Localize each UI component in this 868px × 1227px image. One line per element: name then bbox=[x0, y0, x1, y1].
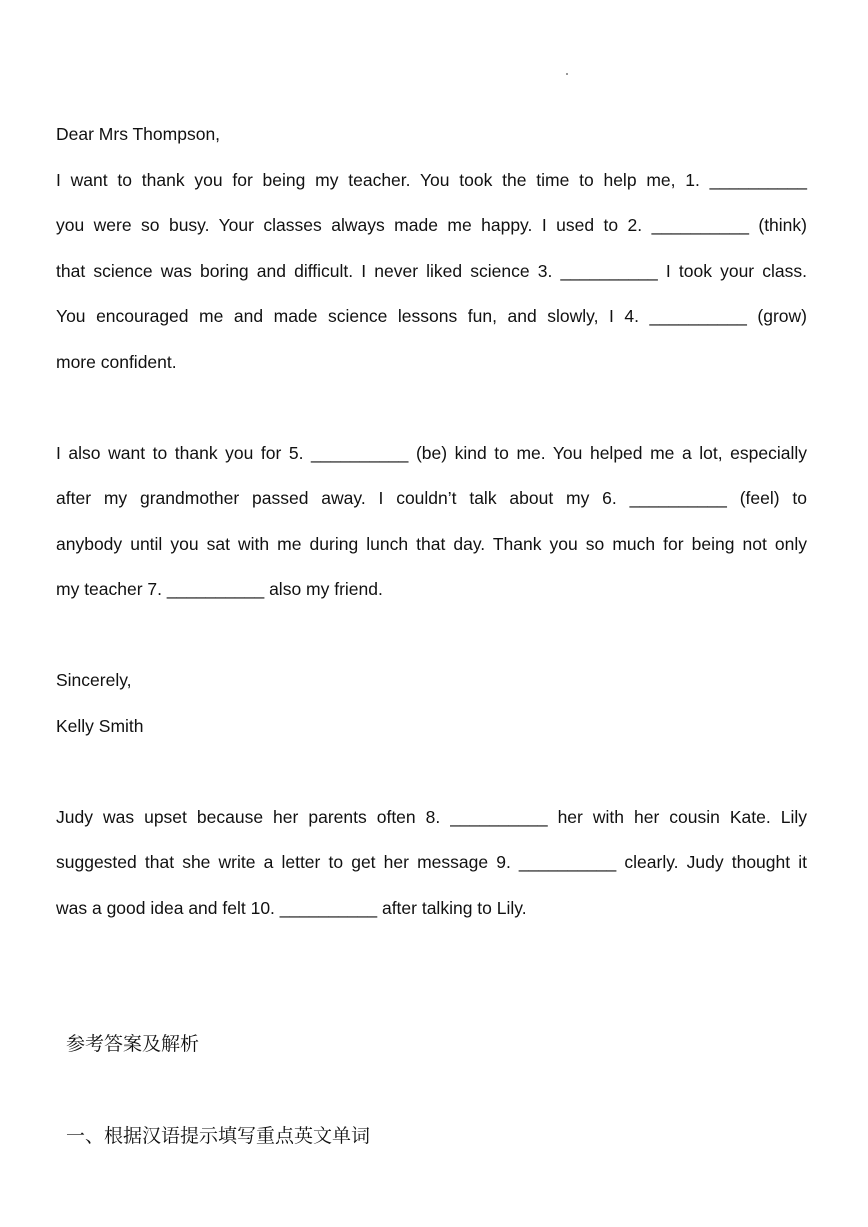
letter-signature: Kelly Smith bbox=[56, 716, 144, 736]
letter-closing: Sincerely, bbox=[56, 670, 132, 690]
letter-paragraph-2-line-2: after my grandmother passed away. I couldn’t talk about my 6. __________ (feel) to bbox=[56, 488, 807, 508]
letter-paragraph-1-line-1: I want to thank you for being my teacher. You took the time to help me, 1. __________ bbox=[56, 170, 807, 190]
letter-paragraph-1-line-3: that science was boring and difficult. I never liked science 3. __________ I took your class. bbox=[56, 261, 807, 281]
summary-line-1: Judy was upset because her parents often 8. __________ her with her cousin Kate. Lily bbox=[56, 807, 807, 827]
letter-paragraph-1-line-2: you were so busy. Your classes always made me happy. I used to 2. __________ (think) bbox=[56, 215, 807, 235]
letter-paragraph-1-line-4: You encouraged me and made science lessons fun, and slowly, I 4. __________ (grow) bbox=[56, 306, 807, 326]
answers-heading: 参考答案及解析 bbox=[66, 1033, 200, 1055]
letter-paragraph-2-line-1: I also want to thank you for 5. __________ (be) kind to me. You helped me a lot, especially bbox=[56, 443, 807, 463]
summary-line-3: was a good idea and felt 10. __________ after talking to Lily. bbox=[56, 898, 527, 918]
letter-paragraph-2-line-4: my teacher 7. __________ also my friend. bbox=[56, 579, 383, 599]
letter-salutation: Dear Mrs Thompson, bbox=[56, 124, 221, 144]
answers-section-1-title: 一、根据汉语提示填写重点英文单词 bbox=[66, 1125, 371, 1147]
summary-line-2: suggested that she write a letter to get her message 9. __________ clearly. Judy thought it bbox=[56, 852, 807, 872]
scan-speck bbox=[566, 73, 568, 75]
letter-paragraph-2-line-3: anybody until you sat with me during lunch that day. Thank you so much for being not only bbox=[56, 534, 807, 554]
letter-paragraph-1-line-5: more confident. bbox=[56, 352, 177, 372]
